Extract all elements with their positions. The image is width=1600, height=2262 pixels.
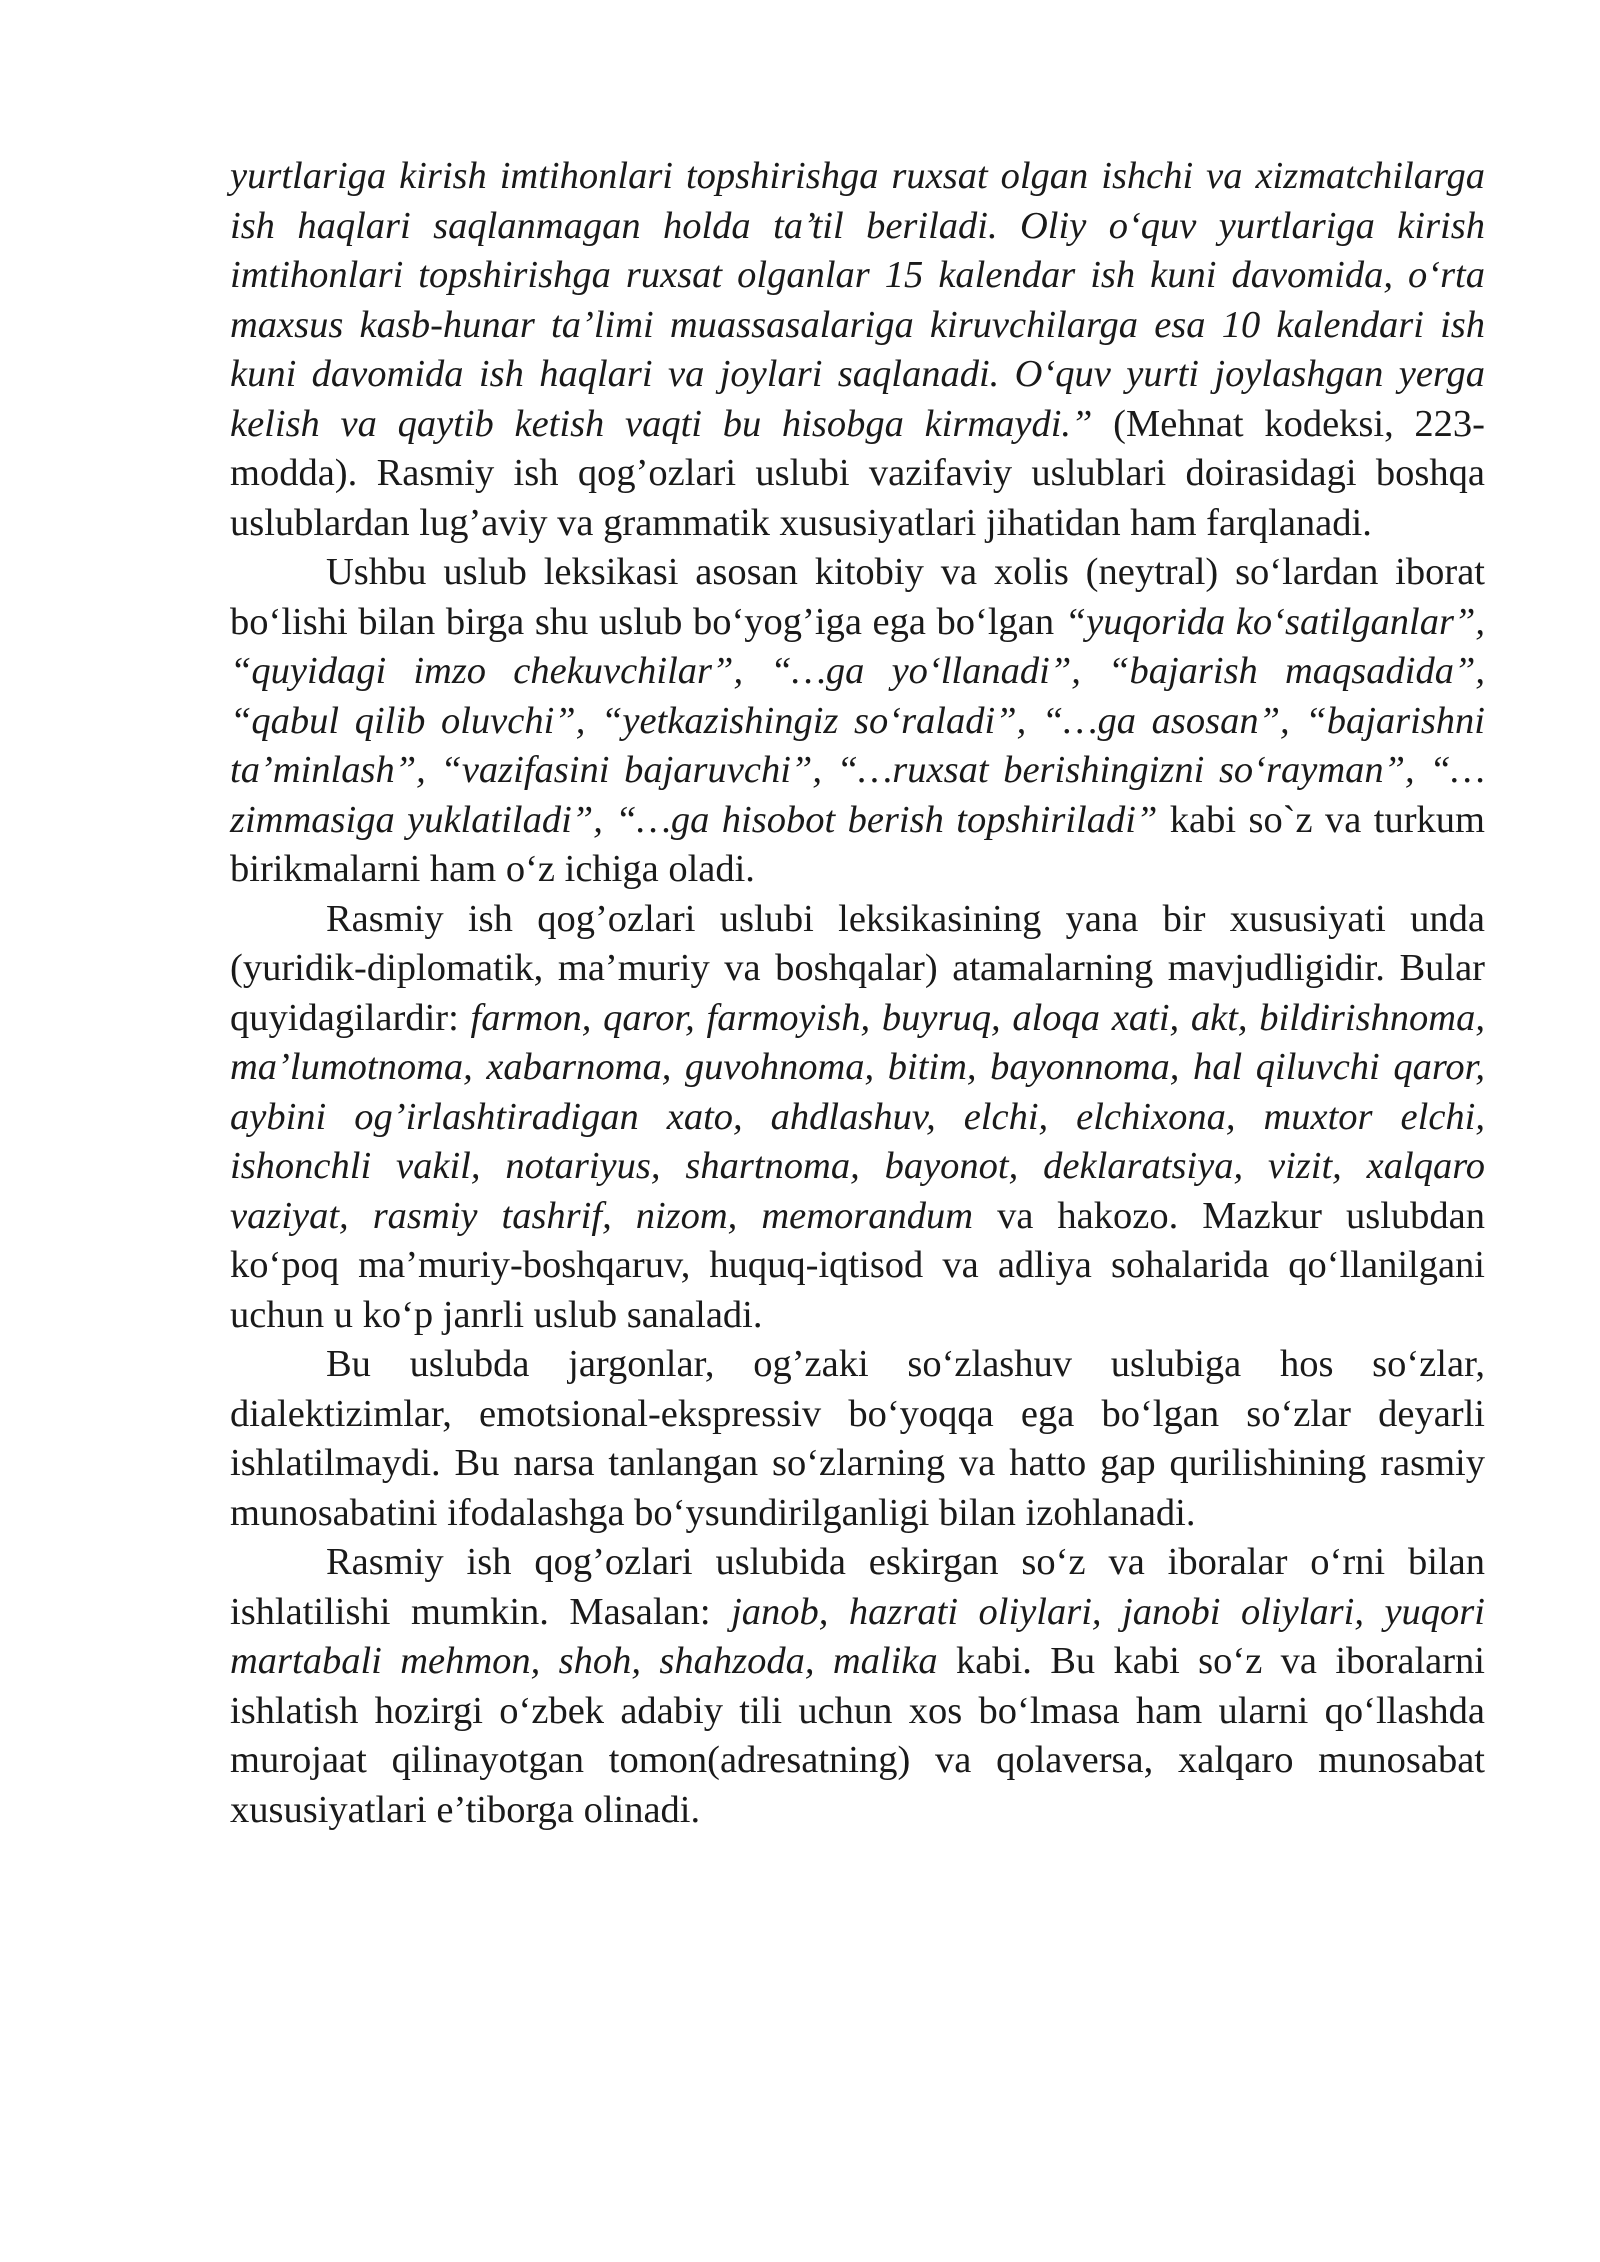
body-text: Rasmiy ish qog’ozlari uslubida eskirgan so‘z va iboralar o‘rni bilan ishlatilishi mumkin. Masalan: [230, 1541, 1485, 1633]
body-text: kabi. Bu kabi so‘z va iboralarni ishlatish hozirgi o‘zbek adabiy tili uchun xos bo‘lmasa ham ularni qo‘llashda murojaat qilinayotgan tomon(adresatning) va qolaversa, xalqaro munosabat xususiyatlari e’tiborga olinadi. [230, 1640, 1485, 1831]
body-text: Bu uslubda jargonlar, og’zaki so‘zlashuv uslubiga hos so‘zlar, dialektizimlar, emotsional-ekspressiv bo‘yoqqa ega bo‘lgan so‘zlar deyarli ishlatilmaydi. Bu narsa tanlangan so‘zlarning va hatto gap qurilishining rasmiy munosabatini ifodalashga bo‘ysundirilganligi bilan izohlanadi. [230, 1343, 1485, 1534]
paragraph-5 [230, 1538, 1485, 1835]
quote-text: yurtlariga kirish imtihonlari topshirishga ruxsat olgan ishchi va xizmatchilarga ish haqlari saqlanmagan holda ta’til beriladi. Oliy o‘quv yurtlariga kirish imtihonlari topshirishga ruxsat olganlar 15 kalendar ish kuni davomida, o‘rta maxsus kasb-hunar ta’limi muassasalariga kiruvchilarga esa 10 kalendari ish kuni davomida ish haqlari va joylari saqlanadi. O‘quv yurti joylashgan yerga kelish va qaytib ketish vaqti bu hisobga kirmaydi.” [230, 155, 1485, 445]
paragraph-4 [230, 1340, 1485, 1538]
paragraph-1 [230, 152, 1485, 548]
body-text: Ushbu uslub leksikasi asosan kitobiy va xolis (neytral) so‘lardan iborat bo‘lishi bilan birga shu uslub bo‘yog’iga ega bo‘lgan [230, 551, 1485, 643]
paragraph-2 [230, 548, 1485, 895]
body-text: va hakozo. Mazkur uslubdan ko‘poq ma’muriy-boshqaruv, huquq-iqtisod va adliya sohalarida qo‘llanilgani uchun u ko‘p janrli uslub sanaladi. [230, 1194, 1486, 1336]
phrase-examples: “yuqorida ko‘satilganlar”, “quyidagi imzo chekuvchilar”, “…ga yo‘llanadi”, “bajarish maqsadida”, “qabul qilib oluvchi”, “yetkazishingiz so‘raladi”, “…ga asosan”, “bajarishni ta’minlash”, “vazifasini bajaruvchi”, “…ruxsat berishingizni so‘rayman”, “…zimmasiga yuklatiladi”, “…ga hisobot berish topshiriladi” [230, 600, 1485, 841]
body-text: (Mehnat kodeksi, 223-modda). Rasmiy ish qog’ozlari uslubi vazifaviy uslublari doirasidagi boshqa uslublardan lug’aviy va grammatik xususiyatlari jihatidan ham farqlanadi. [230, 402, 1485, 544]
archaic-word-examples: janob, hazrati oliylari, janobi oliylari, yuqori martabali mehmon, shoh, shahzoda, malika [230, 1590, 1485, 1682]
paragraph-3 [230, 895, 1485, 1341]
term-list: farmon, qaror, farmoyish, buyruq, aloqa xati, akt, bildirishnoma, ma’lumotnoma, xabarnoma, guvohnoma, bitim, bayonnoma, hal qiluvchi qaror, aybini og’irlashtiradigan xato, ahdlashuv, elchi, elchixona, muxtor elchi, ishonchli vakil, notariyus, shartnoma, bayonot, deklaratsiya, vizit, xalqaro vaziyat, rasmiy tashrif, nizom, memorandum [230, 996, 1485, 1237]
body-text: Rasmiy ish qog’ozlari uslubi leksikasining yana bir xususiyati unda (yuridik-diplomatik, ma’muriy va boshqalar) atamalarning mavjudligidir. Bular quyidagilardir: [230, 897, 1485, 1039]
body-text: kabi so`z va turkum birikmalarni ham o‘z ichiga oladi. [230, 798, 1485, 890]
document-page [230, 152, 1485, 1835]
